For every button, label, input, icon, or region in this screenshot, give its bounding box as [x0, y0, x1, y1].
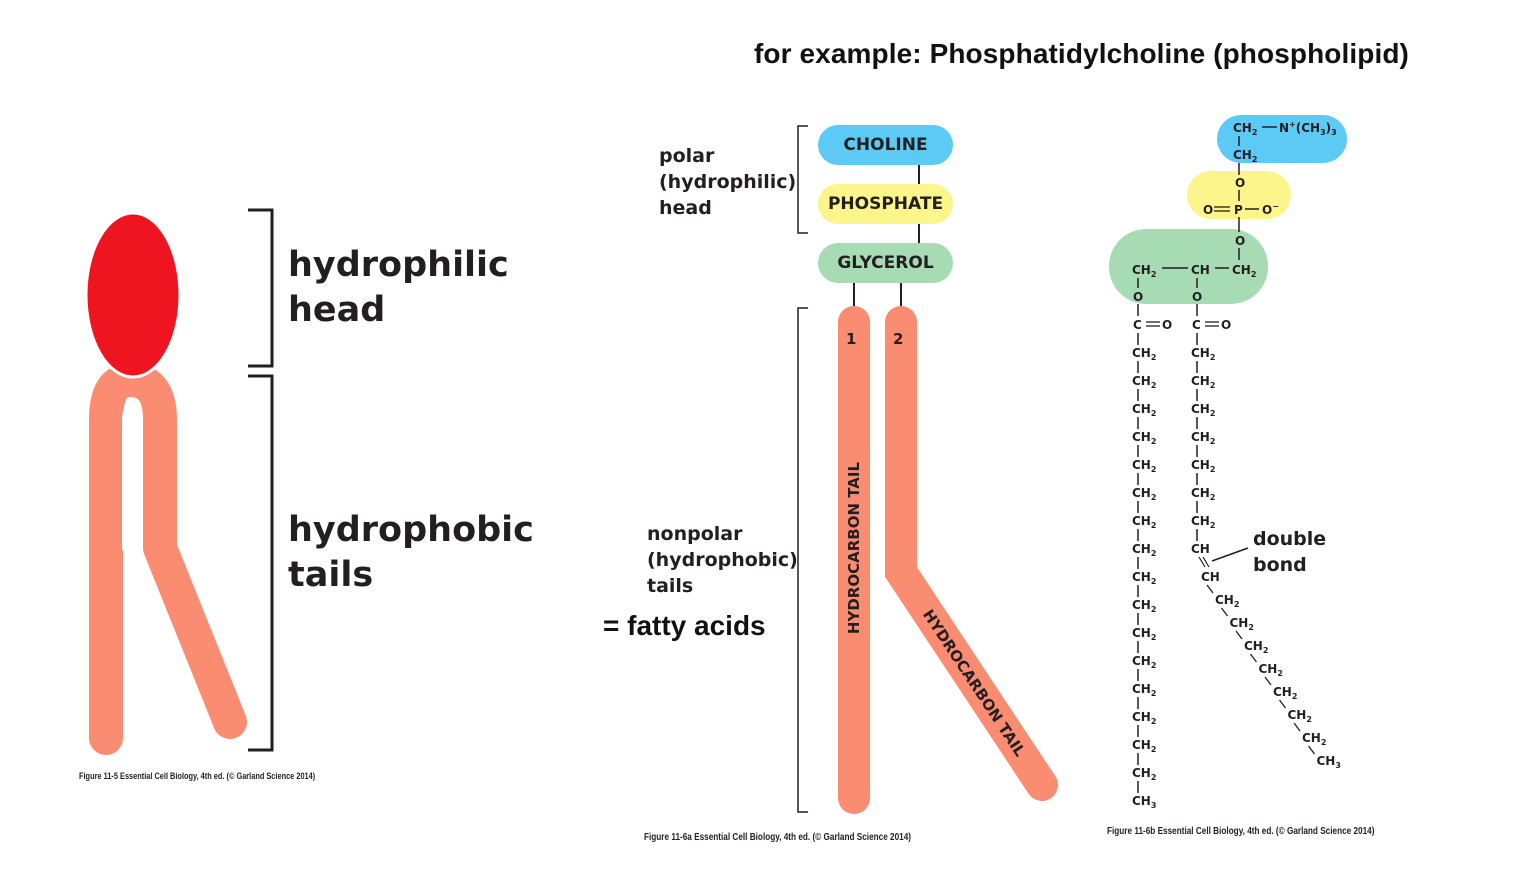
svg-text:CH2: $CH_2$ [1132, 346, 1157, 362]
svg-text:CH2: $CH_2$ [1191, 346, 1216, 362]
svg-text:O: O [1235, 176, 1246, 190]
svg-text:CH2: $CH_2$ [1229, 616, 1254, 632]
page-title: for example: Phosphatidylcholine (phospholipid) [754, 38, 1409, 69]
svg-text:CH2: $CH_2$ [1132, 486, 1157, 502]
svg-text:O: O [1221, 318, 1232, 332]
svg-text:CH2: $CH_2$ [1287, 708, 1312, 724]
svg-text:CH2: $CH_2$ [1302, 731, 1327, 747]
polar-label-line3: head [659, 197, 712, 219]
svg-text:C: C [1192, 318, 1201, 332]
svg-text:CH2: $CH_2$ [1191, 458, 1216, 474]
svg-text:CH2: $CH_2$ [1132, 542, 1157, 558]
svg-text:N+(CH3)3: $N^+(CH_3)_3$ [1279, 120, 1337, 137]
hydrocarbon-tail-2-label: HYDROCARBON TAIL [918, 606, 1030, 760]
svg-text:CH2: $CH_2$ [1132, 402, 1157, 418]
tail-number-1: 1 [846, 330, 857, 348]
nonpolar-label-line3: tails [647, 575, 694, 597]
svg-text:CH2: $CH_2$ [1132, 738, 1157, 754]
svg-text:CH: CH [1191, 263, 1210, 277]
svg-text:CH2: $CH_2$ [1258, 662, 1283, 678]
svg-text:CH2: $CH_2$ [1191, 402, 1216, 418]
phosphate-label: PHOSPHATE [827, 194, 944, 214]
svg-text:CH2: $CH_2$ [1232, 263, 1257, 279]
svg-text:CH2: $CH_2$ [1132, 598, 1157, 614]
svg-text:CH2: $CH_2$ [1132, 263, 1157, 279]
svg-text:CH2: $CH_2$ [1132, 654, 1157, 670]
svg-text:O: O [1203, 203, 1214, 217]
svg-text:CH: CH [1191, 542, 1210, 556]
tail-number-2: 2 [893, 330, 904, 348]
svg-text:CH3: $CH_3$ [1132, 794, 1157, 810]
double-bond-label-line1: double [1253, 528, 1327, 550]
svg-text:CH2: $CH_2$ [1233, 121, 1258, 137]
svg-text:CH2: $CH_2$ [1132, 570, 1157, 586]
svg-text:CH2: $CH_2$ [1191, 430, 1216, 446]
double-bond-label-line2: bond [1253, 554, 1307, 576]
fatty-acid-chain-1 [1132, 333, 1156, 810]
svg-text:CH2: $CH_2$ [1132, 626, 1157, 642]
svg-text:CH2: $CH_2$ [1132, 458, 1157, 474]
glycerol-label: GLYCEROL [837, 253, 934, 273]
svg-text:CH2: $CH_2$ [1132, 766, 1157, 782]
svg-text:CH3: $CH_3$ [1316, 754, 1341, 770]
nonpolar-label-line1: nonpolar [647, 523, 743, 545]
svg-text:O: O [1133, 290, 1144, 304]
svg-text:CH2: $CH_2$ [1273, 685, 1298, 701]
head-label-line2: head [288, 290, 386, 330]
svg-text:O: O [1162, 318, 1173, 332]
fatty-acids-note: = fatty acids [603, 610, 766, 641]
svg-text:O: O [1192, 290, 1203, 304]
nonpolar-label-line2: (hydrophobic) [647, 549, 798, 571]
choline-label: CHOLINE [843, 135, 928, 155]
tail-label-line2: tails [288, 555, 374, 595]
svg-text:O: O [1235, 234, 1246, 248]
svg-text:CH2: $CH_2$ [1191, 374, 1216, 390]
svg-text:CH2: $CH_2$ [1132, 374, 1157, 390]
head-label-line1: hydrophilic [288, 245, 509, 285]
svg-text:CH2: $CH_2$ [1244, 639, 1269, 655]
hydrocarbon-tail-1-label: HYDROCARBON TAIL [845, 461, 863, 635]
svg-text:CH2: $CH_2$ [1215, 593, 1240, 609]
svg-text:CH2: $CH_2$ [1233, 148, 1258, 164]
figure-11-6a-caption: Figure 11-6a Essential Cell Biology, 4th ed. (© Garland Science 2014) [644, 832, 912, 843]
svg-text:CH2: $CH_2$ [1191, 486, 1216, 502]
svg-text:CH: CH [1201, 570, 1220, 584]
svg-text:CH2: $CH_2$ [1132, 682, 1157, 698]
double-bond-pointer [1212, 548, 1248, 561]
double-bond-label [1253, 526, 1326, 578]
svg-text:O−: O− [1262, 202, 1279, 217]
svg-text:CH2: $CH_2$ [1132, 514, 1157, 530]
polar-label-line2: (hydrophilic) [659, 171, 797, 193]
svg-text:P: P [1234, 203, 1243, 217]
svg-text:CH2: $CH_2$ [1132, 710, 1157, 726]
polar-label-line1: polar [659, 145, 715, 167]
figure-11-6b-caption: Figure 11-6b Essential Cell Biology, 4th ed. (© Garland Science 2014) [1107, 826, 1375, 837]
svg-text:C: C [1133, 318, 1142, 332]
tail-label-line1: hydrophobic [288, 510, 534, 550]
figure-11-5-caption: Figure 11-5 Essential Cell Biology, 4th ed. (© Garland Science 2014) [79, 771, 316, 781]
svg-text:CH2: $CH_2$ [1191, 514, 1216, 530]
svg-text:CH2: $CH_2$ [1132, 430, 1157, 446]
